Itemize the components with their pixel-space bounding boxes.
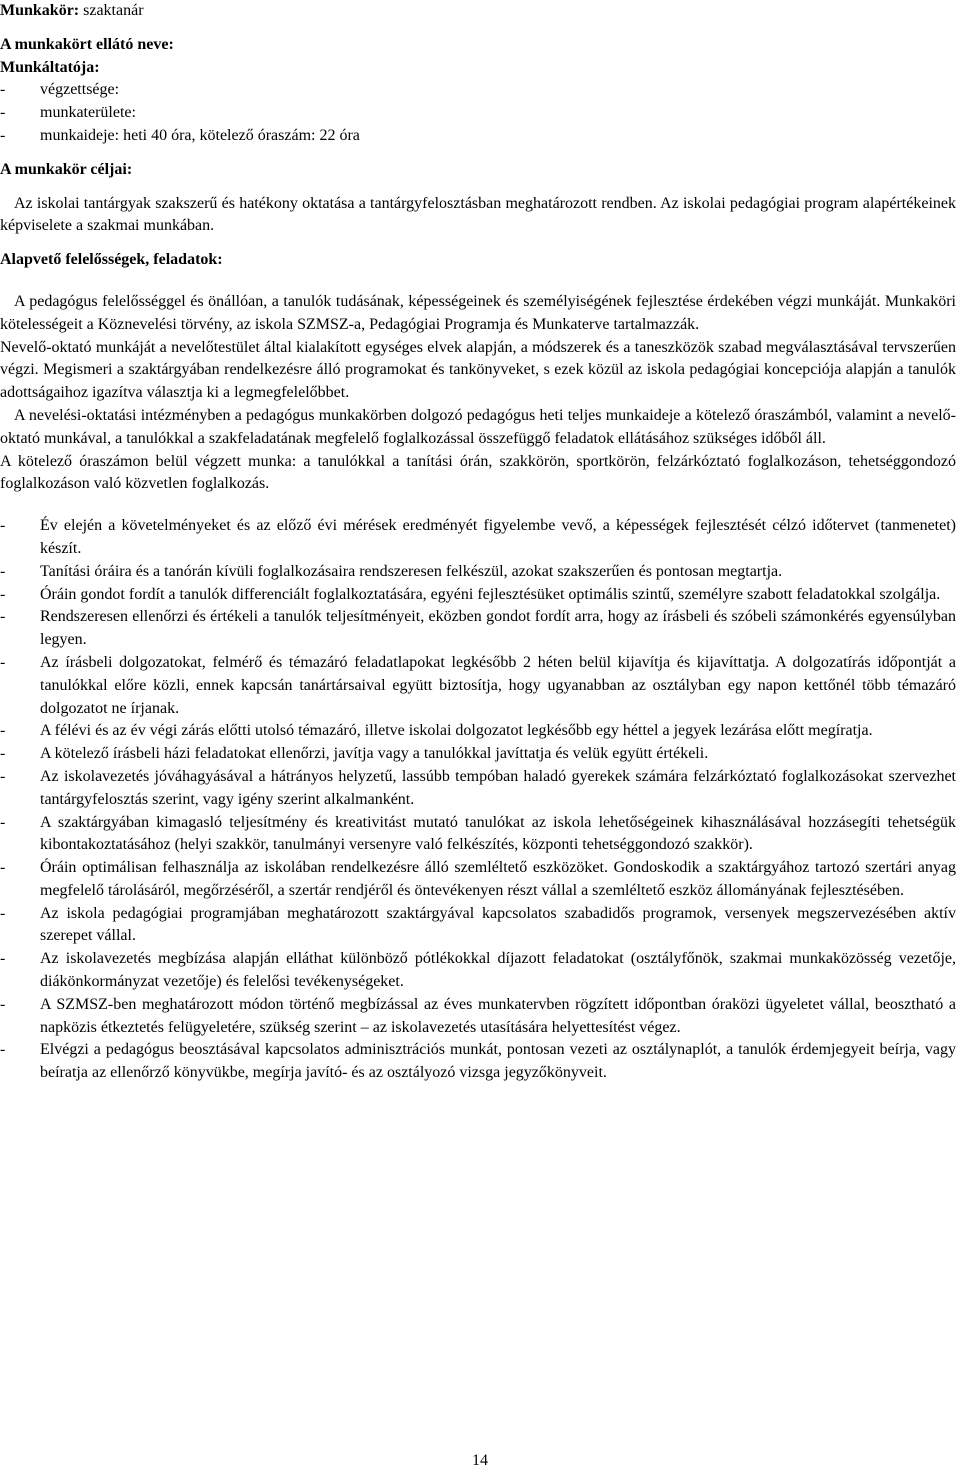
list-item: [0, 652, 956, 720]
header-list: [0, 79, 956, 147]
list-item-text: Az iskola pedagógiai programjában meghatározott szaktárgyával kapcsolatos szabadidős programok, versenyek megszervezésében aktív szerepet vállal.: [40, 904, 956, 945]
list-item-text: Elvégzi a pedagógus beosztásával kapcsolatos adminisztrációs munkát, pontosan vezeti az osztálynaplót, a tanulók érdemjegyeit beírja, vagy beíratja az ellenőrző könyvükbe, megírja javító- és az osztályozó vizsga jegyzőkönyveit.: [40, 1041, 956, 1082]
list-item-text: A félévi és az év végi zárás előtti utolsó témazáró, illetve iskolai dolgozatot legkésőbb egy héttel a jegyek lezárása előtt megíratja.: [40, 722, 873, 740]
dash-bullet: -: [0, 904, 6, 922]
list-item: [0, 561, 956, 584]
job-title-label: Munkakör:: [0, 2, 80, 19]
spacer: [0, 496, 956, 515]
list-item: [0, 515, 956, 561]
responsibilities-paragraph: A kötelező óraszámon belül végzett munka: a tanulókkal a tanítási órán, szakkörön, sportkörön, felzárkóztató foglalkozáson, tehetséggondozó foglalkozáson való közvetlen foglalkozás.: [0, 452, 956, 493]
dash-bullet: -: [0, 767, 6, 785]
list-item-text: végzettsége:: [40, 81, 120, 99]
list-item: [0, 857, 956, 903]
list-item-text: Rendszeresen ellenőrzi és értékeli a tanulók teljesítményeit, eközben gondot fordít arra, hogy az írásbeli és szóbeli számonkérés egyensúlyban legyen.: [40, 608, 956, 649]
job-title-value: szaktanár: [79, 2, 144, 19]
list-item-text: A SZMSZ-ben meghatározott módon történő megbízással az éves munkatervben rögzített időpontban óraközi ügyeletet vállal, beosztható a napközis étkeztetés felügyeletére, szükség szerint – az iskolavezetés utasítására helyettesítést végez.: [40, 995, 956, 1036]
list-item: [0, 743, 956, 766]
list-item: [0, 720, 956, 743]
spacer: [0, 148, 956, 159]
spacer: [0, 272, 956, 291]
list-item: [0, 812, 956, 858]
list-item-text: munkaideje: heti 40 óra, kötelező óraszám: 22 óra: [40, 126, 360, 144]
employer-label: Munkáltatója:: [0, 58, 100, 76]
list-item: [0, 948, 956, 994]
dash-bullet: -: [0, 722, 6, 740]
dash-bullet: -: [0, 813, 6, 831]
dash-bullet: -: [0, 995, 6, 1013]
dash-bullet: -: [0, 104, 6, 122]
dash-bullet: -: [0, 585, 6, 603]
spacer: [0, 182, 956, 193]
dash-bullet: -: [0, 126, 6, 144]
list-item: [0, 994, 956, 1040]
spacer: [0, 238, 956, 249]
responsibilities-paragraph: Nevelő-oktató munkáját a nevelőtestület által kialakított egységes elvek alapján, a módszerek és a taneszközök szabad megválasztásával tervszerűen végzi. Megismeri a szaktárgyában rendelkezésre álló programokat és tankönyveket, s ezek közül az iskola pedagógiai koncepciója alapján a tanulók adottságaihoz igazítva választja ki a legmegfelelőbbet.: [0, 338, 956, 402]
dash-bullet: -: [0, 1041, 6, 1059]
dash-bullet: -: [0, 81, 6, 99]
list-item-text: Az írásbeli dolgozatokat, felmérő és témazáró feladatlapokat legkésőbb 2 héten belül kijavítja és kijavíttatja. A dolgozatírás időpontját a tanulókkal előre közli, ennek kapcsán tanártársaival együtt biztosítja, hogy ugyanabban az osztályban egy napon kettőnél több témazáró dolgozatot ne írjanak.: [40, 653, 956, 717]
list-item-text: Óráin gondot fordít a tanulók differenciált foglalkoztatására, egyéni fejlesztésüket optimális szintű, személyre szabott feladatokkal szolgálja.: [40, 585, 941, 603]
responsibilities-heading: Alapvető felelősségek, feladatok:: [0, 251, 223, 269]
list-item-text: A szaktárgyában kimagasló teljesítmény és kreativitást mutató tanulókat az iskola lehetőségeinek kihasználásával hozzásegíti tehetségük kibontakoztatásához (helyi szakkör, tanulmányi versenyre való felkészítés, központi tehetséggondozó szakkör).: [40, 813, 956, 854]
dash-bullet: -: [0, 950, 6, 968]
list-item-text: Év elején a követelményeket és az előző évi mérések eredményét figyelembe vevő, a képességek fejlesztését célzó időtervet (tanmenetet) készít.: [40, 517, 956, 557]
dash-bullet: -: [0, 859, 6, 877]
dash-bullet: -: [0, 562, 6, 580]
list-item: [0, 79, 956, 102]
dash-bullet: -: [0, 653, 6, 671]
spacer: [0, 23, 956, 34]
list-item: [0, 584, 956, 607]
dash-bullet: -: [0, 517, 6, 535]
dash-bullet: -: [0, 745, 6, 763]
list-item-text: Az iskolavezetés jóváhagyásával a hátrányos helyzetű, lassúbb tempóban haladó gyerekek számára felzárkóztató foglalkozásokat szervezhet tantárgyfelosztás szerint, vagy igény szerint alkalmanként.: [40, 767, 956, 808]
dash-bullet: -: [0, 608, 6, 626]
responsibilities-paragraph: A pedagógus felelősséggel és önállóan, a tanulók tudásának, képességeinek és személyiségének fejlesztése érdekében végzi munkáját. Munkaköri kötelességeit a Köznevelési törvény, az iskola SZMSZ-a, Pedagógiai Programja és Munkaterve tartalmazzák.: [0, 292, 956, 333]
list-item: [0, 606, 956, 652]
page-number: 14: [472, 1452, 488, 1469]
list-item: [0, 903, 956, 949]
list-item: [0, 1039, 956, 1085]
goals-heading: A munkakör céljai:: [0, 160, 133, 178]
list-item-text: Óráin optimálisan felhasználja az iskolában rendelkezésre álló szemléltető eszközöket. Gondoskodik a szaktárgyához tartozó szertári anyag megfelelő tárolásáról, megőrzéséről, a szertár rendjéről és öntevékenyen részt vállal a szemléltető eszköz állományának fejlesztésében.: [40, 859, 956, 899]
list-item: [0, 102, 956, 125]
responsibilities-paragraph: A nevelési-oktatási intézményben a pedagógus munkakörben dolgozó pedagógus heti teljes munkaideje a kötelező óraszámból, valamint a nevelő-oktató munkával, a tanulókkal a szakfeladatának megfelelő foglalkozással összefüggő feladatok ellátásához szükséges időből áll.: [0, 406, 956, 447]
job-title-line: [0, 0, 956, 23]
task-list: [0, 515, 956, 1085]
list-item-text: A kötelező írásbeli házi feladatokat ellenőrzi, javítja vagy a tanulókkal javíttatja és velük együtt értékeli.: [40, 745, 709, 763]
list-item: [0, 125, 956, 148]
list-item-text: Az iskolavezetés megbízása alapján elláthat különböző pótlékokkal díjazott feladatokat (osztályfőnök, szakmai munkaközösség vezetője, diákönkormányzat vezetője) és felelősi tevékenységeket.: [40, 950, 956, 991]
list-item-text: Tanítási óráira és a tanórán kívüli foglalkozásaira rendszeresen felkészül, azokat szakszerűen és pontosan megtartja.: [40, 562, 783, 580]
goals-paragraph: Az iskolai tantárgyak szakszerű és hatékony oktatása a tantárgyfelosztásban meghatározott rendben. Az iskolai pedagógiai program alapértékeinek képviselete a szakmai munkában.: [0, 194, 956, 235]
list-item: [0, 766, 956, 812]
holder-name-label: A munkakört ellátó neve:: [0, 35, 174, 53]
list-item-text: munkaterülete:: [40, 104, 136, 122]
